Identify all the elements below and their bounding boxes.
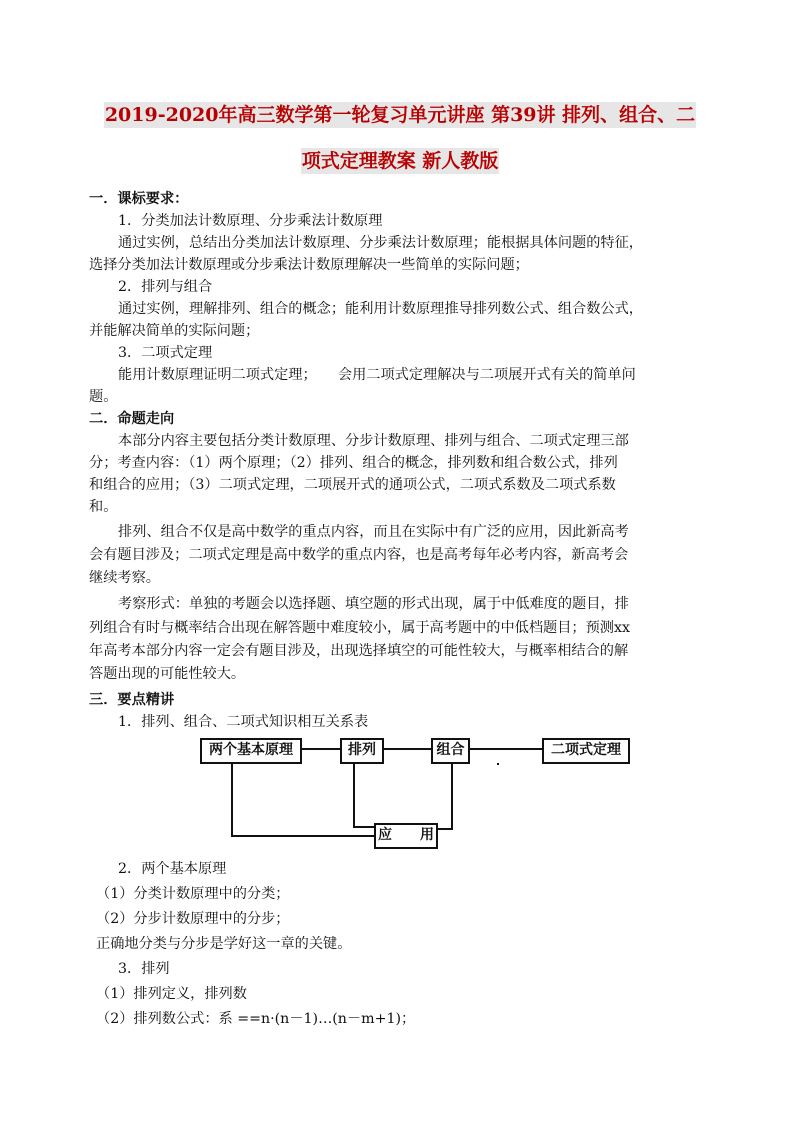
s1-item2: 2．排列与组合 [118,279,213,295]
s3-item3-b: （2）排列数公式：系 ==n·(n－1)…(n－m+1)； [96,1011,416,1027]
section-heading-3: 三．要点精讲 [89,692,175,708]
s2-paragraph2-line1: 排列、组合不仅是高中数学的重点内容，而且在实际中有广泛的应用，因此新高考 [118,524,629,540]
document-title-line-2: 项式定理教案 新人教版 [301,150,499,172]
s1-item2-paragraph: 通过实例，理解排列、组合的概念；能利用计数原理推导排列数公式、组合数公式， [118,301,643,317]
s2-paragraph3-line3: 年高考本部分内容一定会有题目涉及，出现选择填空的可能性较大，与概率相结合的解 [89,643,629,659]
box-application: 应 用 [374,823,438,849]
s2-paragraph1-line2: 分；考查内容：（1）两个原理；（2）排列、组合的概念，排列数和组合数公式，排列 [89,455,618,471]
s1-item3-paragraph: 能用计数原理证明二项式定理； 会用二项式定理解决与二项展开式有关的简单问 [118,367,636,383]
s3-item1: 1．排列、组合、二项式知识相互关系表 [118,714,369,730]
s3-item3-a: （1）排列定义，排列数 [96,986,247,1002]
s2-paragraph1-line1: 本部分内容主要包括分类计数原理、分步计数原理、排列与组合、二项式定理三部 [118,433,629,449]
box-permutation: 排列 [340,738,384,764]
s2-paragraph2-line3: 继续考察。 [89,570,160,586]
s1-item3: 3．二项式定理 [118,345,213,361]
s2-paragraph1-line4: 和。 [89,499,118,515]
relationship-diagram [190,732,650,857]
connector-principles-application [232,763,374,836]
section-heading-1: 一．课标要求： [89,191,189,207]
document-title-line-1: 2019-2020年高三数学第一轮复习单元讲座 第39讲 排列、组合、二 [104,104,696,126]
s3-item2-c: 正确地分类与分步是学好这一章的关键。 [96,936,352,952]
s1-item3-paragraph-cont: 题。 [89,389,118,405]
s3-item2-a: （1）分类计数原理中的分类； [96,886,290,902]
s1-item2-paragraph-cont: 并能解决简单的实际问题； [89,323,260,339]
connector-permutation-application [354,763,374,827]
box-binomial-theorem: 二项式定理 [542,738,630,764]
connector-combination-application [434,763,452,829]
s2-paragraph1-line3: 和组合的应用；（3）二项式定理，二项展开式的通项公式，二项式系数及二项式系数 [89,477,616,493]
s2-paragraph3-line2: 列组合有时与概率结合出现在解答题中难度较小，属于高考题中的中低档题目；预测xx [89,620,630,636]
s1-item1: 1．分类加法计数原理、分步乘法计数原理 [118,213,383,229]
s1-item1-paragraph-cont: 选择分类加法计数原理或分步乘法计数原理解决一些简单的实际问题； [89,257,529,273]
s3-item3: 3．排列 [118,961,170,977]
box-two-principles: 两个基本原理 [200,738,302,764]
s3-item2: 2．两个基本原理 [118,861,227,877]
s2-paragraph3-line4: 答题出现的可能性较大。 [89,666,246,682]
s2-paragraph3-line1: 考察形式：单独的考题会以选择题、填空题的形式出现，属于中低难度的题目，排 [118,596,629,612]
box-combination: 组合 [431,738,470,764]
s2-paragraph2-line2: 会有题目涉及；二项式定理是高中数学的重点内容，也是高考每年必考内容，新高考会 [89,547,629,563]
s3-item2-b: （2）分步计数原理中的分步； [96,911,290,927]
s1-item1-paragraph: 通过实例，总结出分类加法计数原理、分步乘法计数原理；能根据具体问题的特征， [118,235,643,251]
section-heading-2: 二．命题走向 [89,411,175,427]
